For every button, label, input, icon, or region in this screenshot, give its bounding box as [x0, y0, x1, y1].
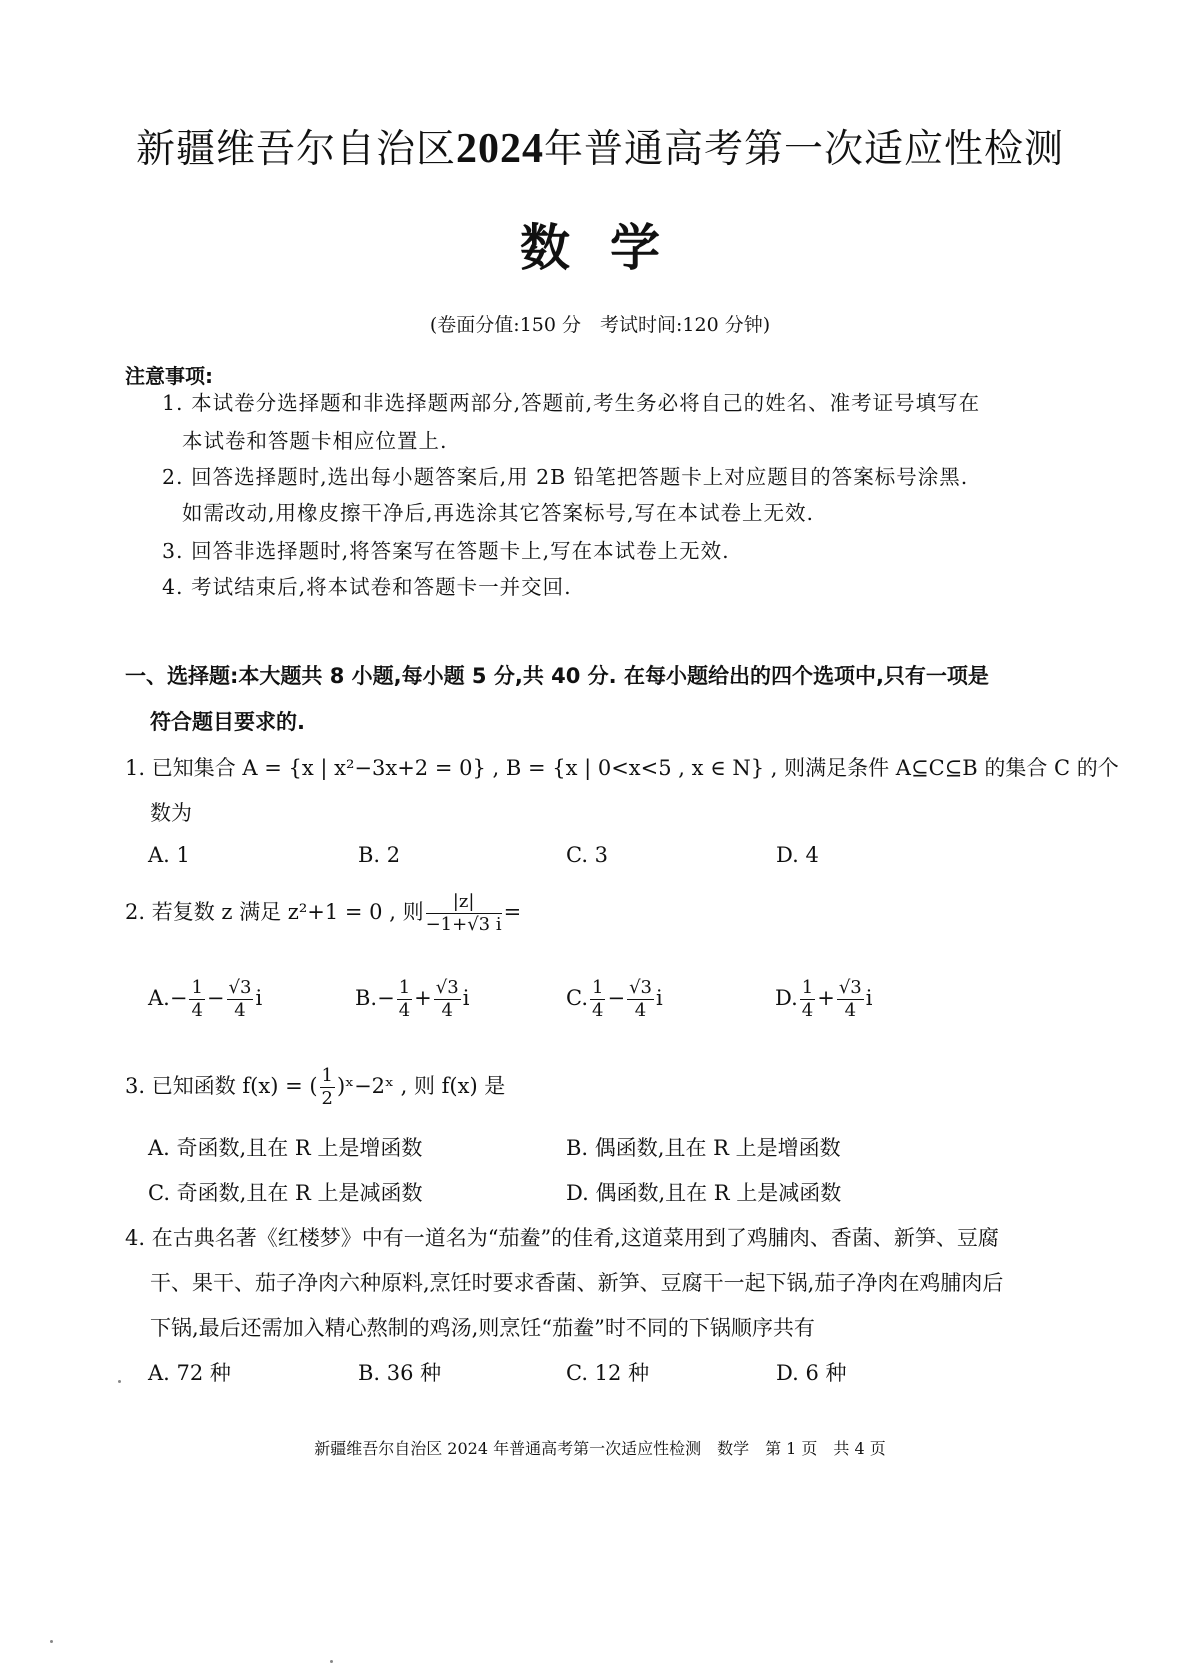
question-4-cont: 干、果干、茄子净肉六种原料,烹饪时要求香菌、新笋、豆腐干一起下锅,茄子净肉在鸡脯肉后 — [150, 1271, 1004, 1295]
option-label: D. — [775, 986, 798, 1011]
subject-title: 数学 — [520, 219, 700, 277]
q2-frac-den: −1+√3 i — [425, 913, 502, 935]
frac-num: 1 — [398, 977, 411, 998]
frac-num: √3 — [435, 977, 459, 998]
frac-num: √3 — [838, 977, 862, 998]
notice-line: 3. 回答非选择题时,将答案写在答题卡上,写在本试卷上无效. — [162, 539, 730, 563]
notice-line: 2. 回答选择题时,选出每小题答案后,用 2B 铅笔把答题卡上对应题目的答案标号涂黑. — [162, 465, 969, 489]
option-sign: − — [377, 986, 395, 1011]
notice-line: 4. 考试结束后,将本试卷和答题卡一并交回. — [162, 575, 572, 599]
option-tail: i — [462, 986, 470, 1011]
q3-option-c: C. 奇函数,且在 R 上是减函数 — [148, 1181, 423, 1205]
q2-option-b — [355, 978, 469, 1021]
q4-option-c: C. 12 种 — [566, 1361, 650, 1385]
frac-den: 4 — [441, 999, 453, 1021]
exam-meta: (卷面分值:150 分 考试时间:120 分钟) — [429, 314, 771, 336]
option-label: B. — [355, 986, 378, 1011]
question-3 — [125, 1066, 505, 1109]
option-tail: i — [865, 986, 873, 1011]
frac-num: √3 — [629, 977, 652, 998]
option-sign: − — [607, 986, 626, 1011]
notice-heading: 注意事项: — [125, 364, 213, 388]
q3-frac-den: 2 — [321, 1087, 333, 1109]
q3-option-a: A. 奇函数,且在 R 上是增函数 — [148, 1136, 423, 1160]
page-footer: 新疆维吾尔自治区 2024 年普通高考第一次适应性检测 数学 第 1 页 共 4 页 — [314, 1439, 886, 1458]
option-tail: i — [255, 986, 263, 1011]
q3-option-b: B. 偶函数,且在 R 上是增函数 — [566, 1136, 841, 1160]
q1-option-a: A. 1 — [148, 843, 190, 867]
scan-speck — [330, 1660, 333, 1663]
question-4: 4. 在古典名著《红楼梦》中有一道名为“茄鲞”的佳肴,这道菜用到了鸡脯肉、香菌、新笋、豆腐 — [125, 1226, 999, 1250]
frac-den: 4 — [234, 999, 246, 1021]
question-4-cont: 下锅,最后还需加入精心熬制的鸡汤,则烹饪“茄鲞”时不同的下锅顺序共有 — [150, 1316, 815, 1340]
q4-option-a: A. 72 种 — [148, 1361, 231, 1385]
q1-option-d: D. 4 — [776, 843, 819, 867]
frac-den: 4 — [592, 999, 604, 1021]
question-2 — [125, 892, 521, 935]
frac-den: 4 — [634, 999, 647, 1021]
section-heading-cont: 符合题目要求的. — [150, 710, 305, 734]
frac-den: 4 — [801, 999, 814, 1021]
option-tail: i — [655, 986, 663, 1011]
q2-option-c — [566, 978, 663, 1021]
q1-option-c: C. 3 — [566, 843, 609, 867]
scan-speck — [118, 1380, 121, 1383]
q3-prefix: 3. 已知函数 f(x) = ( — [125, 1074, 318, 1099]
title-year: 2024 — [456, 126, 544, 172]
q3-suffix: )ˣ−2ˣ , 则 f(x) 是 — [336, 1074, 506, 1099]
frac-den: 4 — [191, 999, 203, 1021]
frac-den: 4 — [398, 999, 411, 1021]
q1-option-b: B. 2 — [358, 843, 401, 867]
q2-suffix: = — [503, 900, 522, 925]
q2-fraction — [426, 892, 502, 935]
scan-speck — [50, 1640, 53, 1643]
option-label: A. — [148, 986, 170, 1011]
q2-option-d — [775, 978, 872, 1021]
title-post: 年普通高考第一次适应性检测 — [544, 127, 1065, 172]
question-1: 1. 已知集合 A = {x | x²−3x+2 = 0} , B = {x | 0<x<5 , x ∈ N} , 则满足条件 A⊆C⊆B 的集合 C 的个 — [125, 756, 1119, 780]
notice-line: 本试卷和答题卡相应位置上. — [182, 429, 448, 453]
q3-frac-num: 1 — [321, 1065, 333, 1086]
frac-den: 4 — [844, 999, 857, 1021]
q3-fraction — [320, 1066, 335, 1109]
q4-option-d: D. 6 种 — [776, 1361, 847, 1385]
option-sign: + — [414, 986, 432, 1011]
frac-num: √3 — [228, 977, 252, 998]
q4-option-b: B. 36 种 — [358, 1361, 442, 1385]
q3-option-d: D. 偶函数,且在 R 上是减函数 — [566, 1181, 842, 1205]
option-sign: + — [817, 986, 835, 1011]
q2-prefix: 2. 若复数 z 满足 z²+1 = 0 , 则 — [125, 900, 424, 925]
frac-num: 1 — [191, 977, 203, 998]
title-pre: 新疆维吾尔自治区 — [135, 127, 456, 172]
notice-line: 如需改动,用橡皮擦干净后,再选涂其它答案标号,写在本试卷上无效. — [182, 501, 815, 525]
q2-frac-num: |z| — [426, 892, 502, 914]
question-1-cont: 数为 — [150, 801, 192, 825]
notice-line: 1. 本试卷分选择题和非选择题两部分,答题前,考生务必将自己的姓名、准考证号填写在 — [162, 391, 981, 415]
frac-num: 1 — [592, 977, 604, 998]
exam-title — [0, 118, 1200, 174]
option-sign: − — [169, 986, 188, 1011]
frac-num: 1 — [801, 977, 814, 998]
section-heading: 一、选择题:本大题共 8 小题,每小题 5 分,共 40 分. 在每小题给出的四个选项中,只有一项是 — [125, 664, 989, 688]
q2-option-a — [148, 978, 262, 1021]
option-label: C. — [566, 986, 588, 1011]
option-sign: − — [206, 986, 225, 1011]
